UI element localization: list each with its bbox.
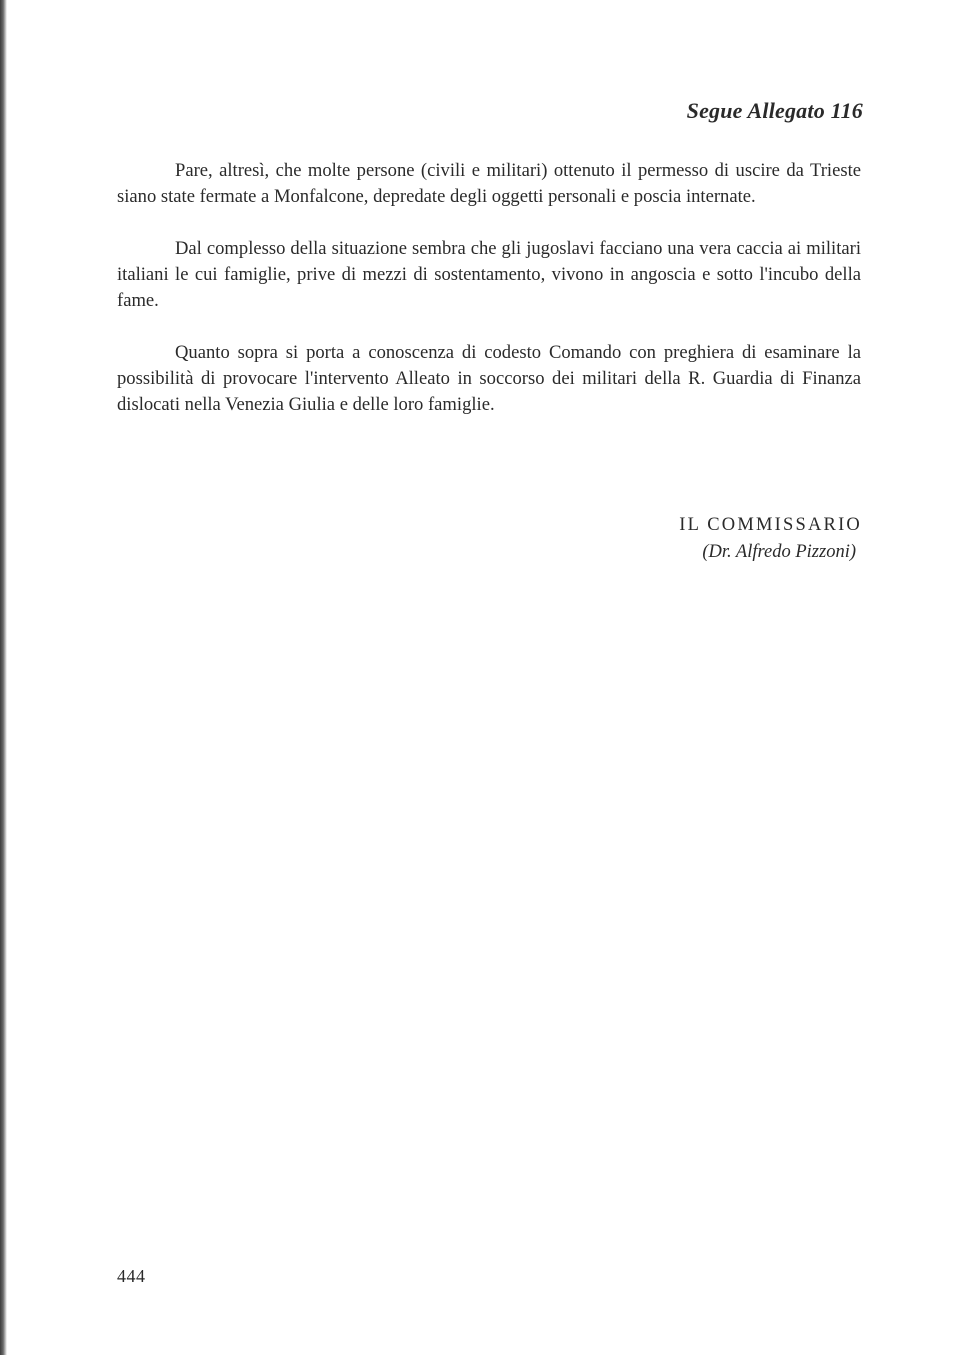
signature-block bbox=[679, 512, 862, 566]
paragraph-1: Pare, altresì, che molte persone (civili e militari) ottenuto il permesso di uscire da Trieste siano state fermate a Monfalcone, depredate degli oggetti personali e poscia internate. bbox=[117, 160, 861, 207]
paragraph-2: Dal complesso della situazione sembra che gli jugoslavi facciano una vera caccia ai militari italiani le cui famiglie, prive di mezzi di sostentamento, vivono in angoscia e sotto l'incubo della fame. bbox=[117, 238, 861, 311]
paragraph-3: Quanto sopra si porta a conoscenza di codesto Comando con preghiera di esaminare la possibilità di provocare l'intervento Alleato in soccorso dei militari della R. Guardia di Finanza dislocati nella Venezia Giulia e delle loro famiglie. bbox=[117, 342, 861, 415]
running-header: Segue Allegato 116 bbox=[686, 98, 863, 123]
letter-body bbox=[117, 158, 861, 444]
signatory-title: IL COMMISSARIO bbox=[679, 515, 862, 535]
signatory-name: (Dr. Alfredo Pizzoni) bbox=[702, 542, 856, 562]
page-number: 444 bbox=[117, 1266, 146, 1286]
page-binding-edge bbox=[0, 0, 7, 1355]
